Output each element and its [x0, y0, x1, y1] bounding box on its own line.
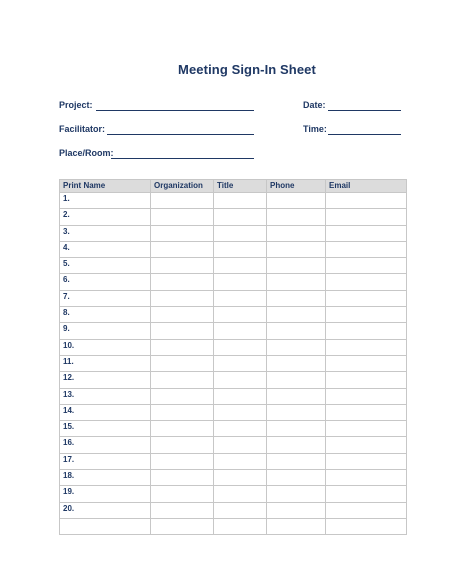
cell-phone[interactable]: [267, 453, 326, 469]
cell-title[interactable]: [214, 502, 267, 518]
cell-organization[interactable]: [151, 518, 214, 534]
cell-email[interactable]: [326, 323, 407, 339]
cell-organization[interactable]: [151, 274, 214, 290]
table-row: [60, 453, 407, 469]
cell-print-name[interactable]: [60, 486, 151, 502]
row-number: 14.: [63, 405, 75, 415]
cell-email[interactable]: [326, 470, 407, 486]
table-row: [60, 209, 407, 225]
cell-phone[interactable]: [267, 193, 326, 209]
table-row: [60, 323, 407, 339]
cell-organization[interactable]: [151, 421, 214, 437]
cell-print-name[interactable]: [60, 355, 151, 371]
row-number: 15.: [63, 422, 75, 432]
cell-phone[interactable]: [267, 241, 326, 257]
cell-organization[interactable]: [151, 388, 214, 404]
cell-print-name[interactable]: [60, 421, 151, 437]
cell-organization[interactable]: [151, 470, 214, 486]
cell-organization[interactable]: [151, 258, 214, 274]
project-field: [59, 100, 93, 110]
cell-email[interactable]: [326, 518, 407, 534]
cell-print-name[interactable]: [60, 518, 151, 534]
attendee-table: [59, 179, 407, 535]
cell-email[interactable]: [326, 372, 407, 388]
place-room-label: Place/Room:: [59, 148, 114, 158]
cell-title[interactable]: [214, 323, 267, 339]
cell-organization[interactable]: [151, 502, 214, 518]
cell-email[interactable]: [326, 437, 407, 453]
cell-title[interactable]: [214, 290, 267, 306]
row-number: 10.: [63, 340, 75, 350]
cell-print-name[interactable]: [60, 209, 151, 225]
table-row: [60, 193, 407, 209]
cell-print-name[interactable]: [60, 193, 151, 209]
cell-print-name[interactable]: [60, 290, 151, 306]
cell-email[interactable]: [326, 355, 407, 371]
table-row: [60, 486, 407, 502]
row-number: 5.: [63, 259, 70, 269]
time-line[interactable]: [328, 134, 401, 135]
cell-organization[interactable]: [151, 307, 214, 323]
cell-phone[interactable]: [267, 486, 326, 502]
table-row: [60, 421, 407, 437]
cell-email[interactable]: [326, 290, 407, 306]
date-label: Date:: [303, 100, 326, 110]
cell-organization[interactable]: [151, 486, 214, 502]
cell-title[interactable]: [214, 274, 267, 290]
cell-title[interactable]: [214, 404, 267, 420]
row-number: 9.: [63, 324, 70, 334]
cell-title[interactable]: [214, 241, 267, 257]
place-room-line[interactable]: [111, 158, 254, 159]
cell-phone[interactable]: [267, 307, 326, 323]
header-title: Title: [214, 180, 267, 193]
facilitator-label: Facilitator:: [59, 124, 106, 134]
table-row: [60, 372, 407, 388]
row-number: 17.: [63, 454, 75, 464]
cell-email[interactable]: [326, 241, 407, 257]
cell-organization[interactable]: [151, 225, 214, 241]
cell-title[interactable]: [214, 209, 267, 225]
cell-title[interactable]: [214, 518, 267, 534]
row-number: 4.: [63, 242, 70, 252]
cell-phone[interactable]: [267, 470, 326, 486]
cell-organization[interactable]: [151, 437, 214, 453]
header-print-name: Print Name: [60, 180, 151, 193]
table-row: [60, 274, 407, 290]
row-number: 8.: [63, 308, 70, 318]
table-row: [60, 437, 407, 453]
cell-email[interactable]: [326, 307, 407, 323]
cell-print-name[interactable]: [60, 502, 151, 518]
cell-email[interactable]: [326, 274, 407, 290]
cell-print-name[interactable]: [60, 307, 151, 323]
table-body: [60, 193, 407, 535]
cell-print-name[interactable]: [60, 372, 151, 388]
cell-print-name[interactable]: [60, 437, 151, 453]
table-row: [60, 388, 407, 404]
facilitator-field: [59, 124, 105, 134]
cell-organization[interactable]: [151, 290, 214, 306]
cell-email[interactable]: [326, 339, 407, 355]
cell-title[interactable]: [214, 372, 267, 388]
cell-print-name[interactable]: [60, 225, 151, 241]
cell-phone[interactable]: [267, 421, 326, 437]
facilitator-line[interactable]: [107, 134, 254, 135]
table-header-row: [60, 180, 407, 193]
cell-print-name[interactable]: [60, 323, 151, 339]
cell-phone[interactable]: [267, 372, 326, 388]
table-row: [60, 258, 407, 274]
cell-email[interactable]: [326, 421, 407, 437]
date-field: [303, 100, 326, 110]
cell-title[interactable]: [214, 388, 267, 404]
cell-organization[interactable]: [151, 241, 214, 257]
row-number: 13.: [63, 389, 75, 399]
cell-organization[interactable]: [151, 339, 214, 355]
cell-phone[interactable]: [267, 290, 326, 306]
cell-phone[interactable]: [267, 518, 326, 534]
cell-organization[interactable]: [151, 453, 214, 469]
time-label: Time:: [303, 124, 327, 134]
table-row: [60, 339, 407, 355]
table-row: [60, 518, 407, 534]
cell-email[interactable]: [326, 388, 407, 404]
cell-email[interactable]: [326, 404, 407, 420]
project-label: Project:: [59, 100, 93, 110]
table-row: [60, 502, 407, 518]
cell-print-name[interactable]: [60, 453, 151, 469]
cell-email[interactable]: [326, 486, 407, 502]
cell-email[interactable]: [326, 502, 407, 518]
cell-organization[interactable]: [151, 372, 214, 388]
cell-print-name[interactable]: [60, 470, 151, 486]
cell-title[interactable]: [214, 225, 267, 241]
project-line[interactable]: [96, 110, 254, 111]
table-row: [60, 241, 407, 257]
cell-organization[interactable]: [151, 355, 214, 371]
header-organization: Organization: [151, 180, 214, 193]
cell-title[interactable]: [214, 437, 267, 453]
cell-organization[interactable]: [151, 323, 214, 339]
cell-title[interactable]: [214, 486, 267, 502]
table-row: [60, 290, 407, 306]
row-number: 11.: [63, 356, 74, 366]
cell-phone[interactable]: [267, 274, 326, 290]
header-phone: Phone: [267, 180, 326, 193]
cell-print-name[interactable]: [60, 241, 151, 257]
cell-phone[interactable]: [267, 209, 326, 225]
cell-title[interactable]: [214, 470, 267, 486]
table-row: [60, 470, 407, 486]
cell-print-name[interactable]: [60, 274, 151, 290]
row-number: 19.: [63, 487, 75, 497]
row-number: 12.: [63, 373, 75, 383]
cell-title[interactable]: [214, 339, 267, 355]
table-row: [60, 355, 407, 371]
row-number: 20.: [63, 503, 75, 513]
cell-print-name[interactable]: [60, 339, 151, 355]
cell-phone[interactable]: [267, 388, 326, 404]
cell-email[interactable]: [326, 209, 407, 225]
row-number: 2.: [63, 210, 70, 220]
cell-email[interactable]: [326, 258, 407, 274]
cell-organization[interactable]: [151, 193, 214, 209]
cell-phone[interactable]: [267, 258, 326, 274]
cell-email[interactable]: [326, 193, 407, 209]
cell-print-name[interactable]: [60, 404, 151, 420]
cell-title[interactable]: [214, 258, 267, 274]
cell-phone[interactable]: [267, 339, 326, 355]
cell-organization[interactable]: [151, 209, 214, 225]
cell-email[interactable]: [326, 225, 407, 241]
cell-phone[interactable]: [267, 437, 326, 453]
row-number: 18.: [63, 471, 75, 481]
table-row: [60, 225, 407, 241]
cell-organization[interactable]: [151, 404, 214, 420]
place-room-field: [59, 148, 114, 158]
cell-title[interactable]: [214, 193, 267, 209]
row-number: 16.: [63, 438, 75, 448]
time-field: [303, 124, 327, 134]
table-row: [60, 307, 407, 323]
page-title: Meeting Sign-In Sheet: [178, 62, 316, 77]
row-number: 1.: [63, 194, 70, 203]
cell-print-name[interactable]: [60, 388, 151, 404]
cell-email[interactable]: [326, 453, 407, 469]
row-number: 7.: [63, 291, 70, 301]
cell-phone[interactable]: [267, 502, 326, 518]
cell-title[interactable]: [214, 453, 267, 469]
cell-title[interactable]: [214, 307, 267, 323]
date-line[interactable]: [328, 110, 401, 111]
cell-title[interactable]: [214, 355, 267, 371]
header-email: Email: [326, 180, 407, 193]
cell-phone[interactable]: [267, 225, 326, 241]
cell-print-name[interactable]: [60, 258, 151, 274]
cell-phone[interactable]: [267, 355, 326, 371]
row-number: 6.: [63, 275, 70, 285]
cell-title[interactable]: [214, 421, 267, 437]
cell-phone[interactable]: [267, 404, 326, 420]
row-number: 3.: [63, 226, 70, 236]
cell-phone[interactable]: [267, 323, 326, 339]
table-row: [60, 404, 407, 420]
